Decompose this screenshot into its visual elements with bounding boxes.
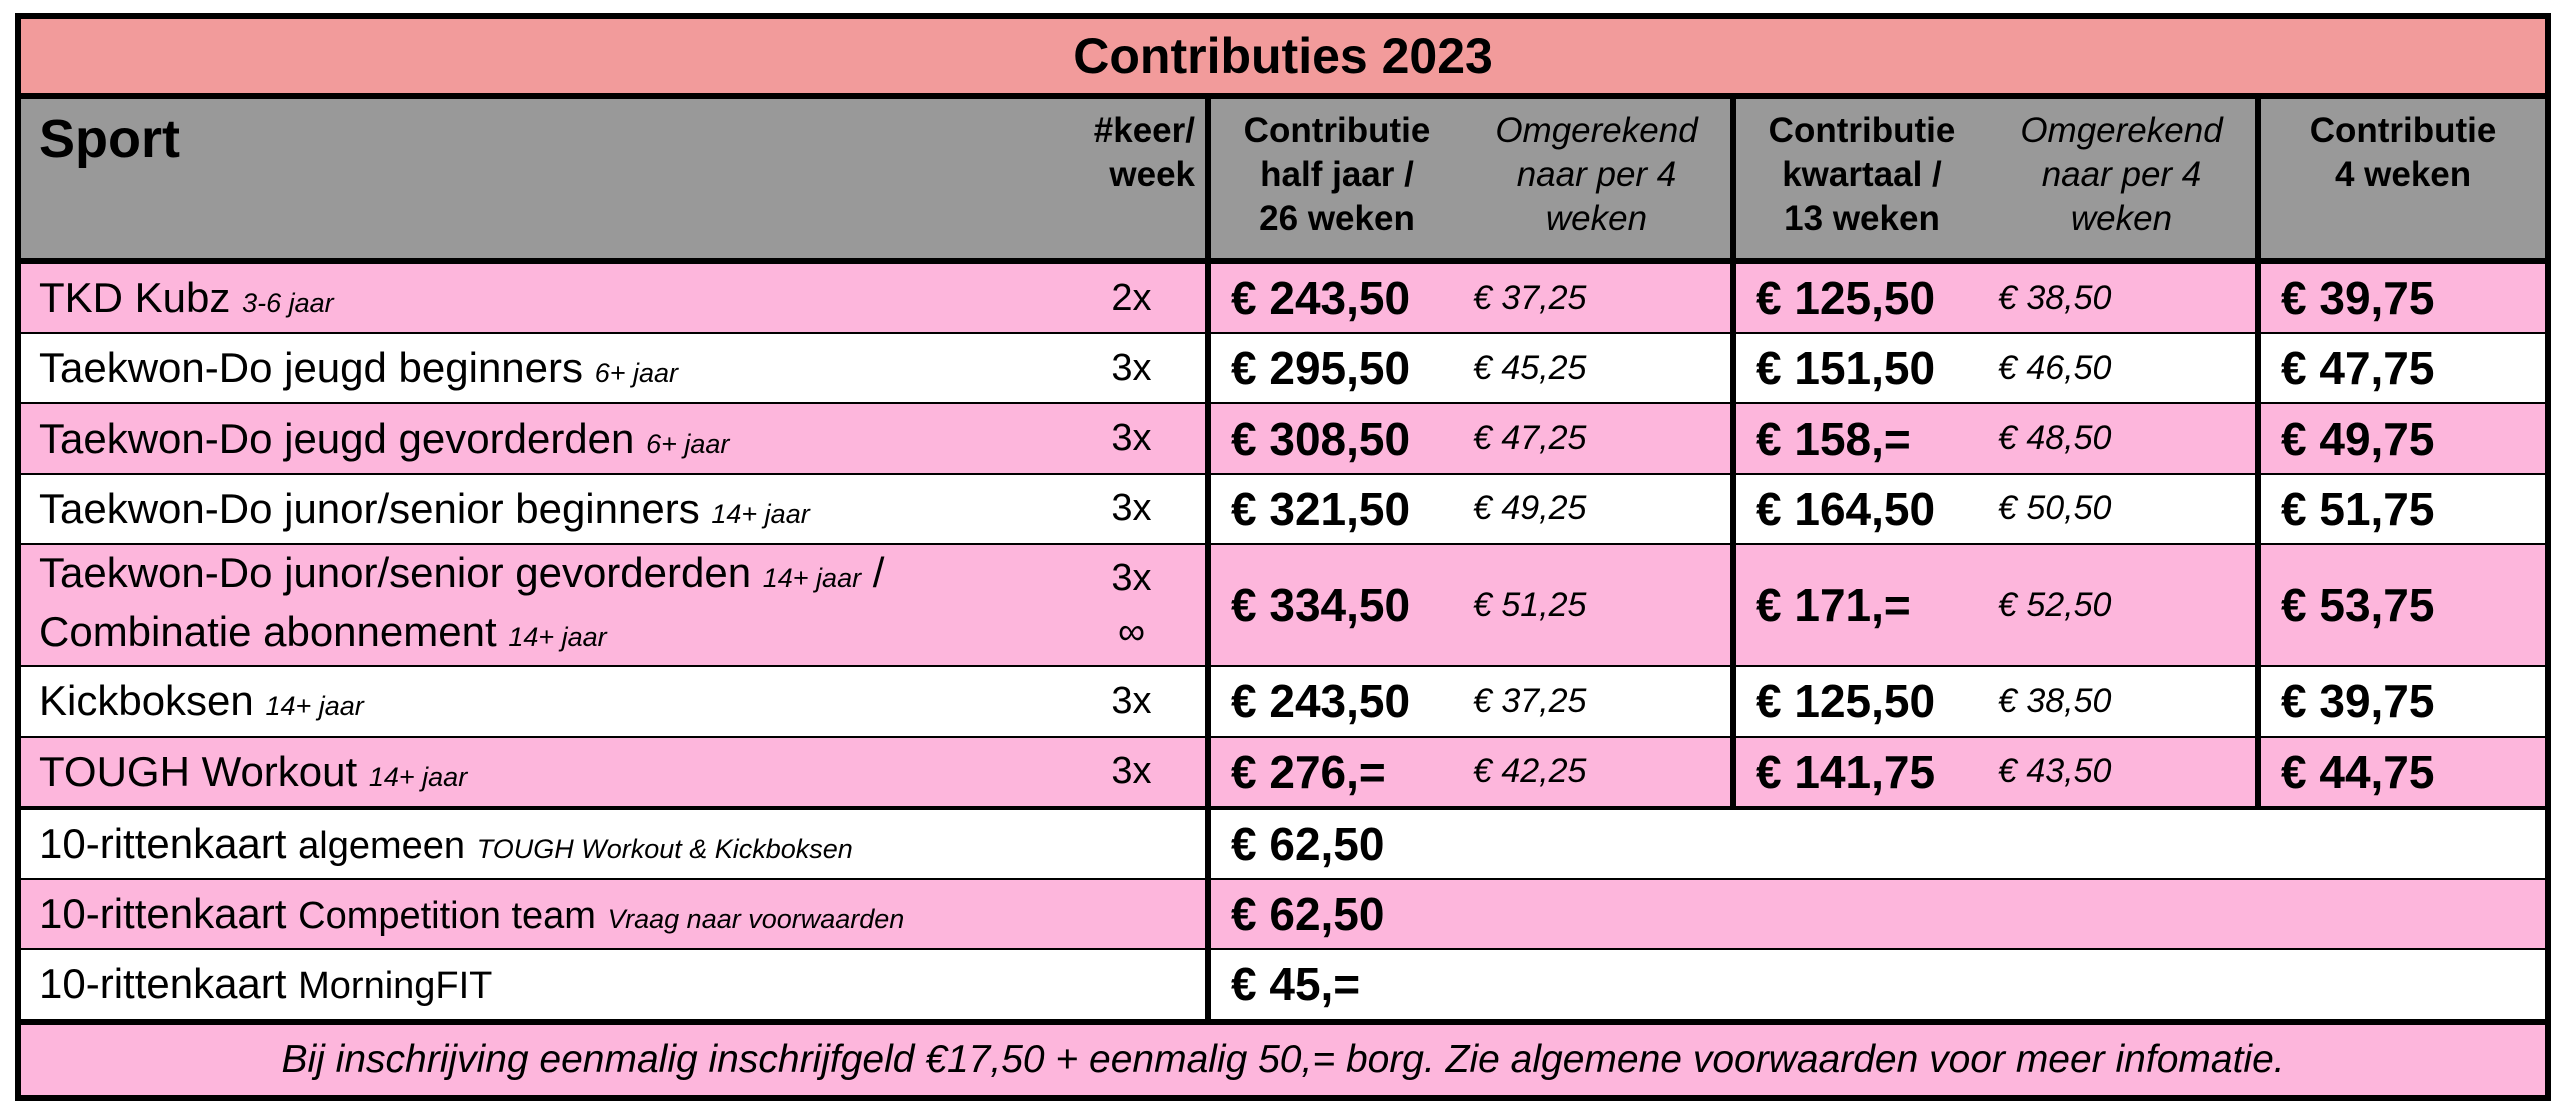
header-quarter bbox=[1733, 96, 1988, 261]
price-quarter-per-4-weeks: € 50,50 bbox=[1988, 474, 2258, 544]
ticket-name: 10-rittenkaart bbox=[39, 890, 287, 938]
price-half-year: € 321,50 bbox=[1208, 474, 1463, 544]
sport-name-cell bbox=[18, 333, 1058, 403]
frequency: 3x bbox=[1111, 557, 1152, 600]
table-row bbox=[18, 737, 2548, 808]
sport-name: Taekwon-Do jeugd gevorderden bbox=[39, 414, 635, 462]
footer-note: Bij inschrijving eenmalig inschrijfgeld €17,50 + eenmalig 50,= borg. Zie algemene voorwaarden voor meer infomatie. bbox=[18, 1022, 2548, 1098]
price-half-year: € 334,50 bbox=[1208, 544, 1463, 666]
price-quarter-per-4-weeks: € 46,50 bbox=[1988, 333, 2258, 403]
sport-name-cell bbox=[18, 544, 1058, 666]
price-quarter: € 125,50 bbox=[1733, 666, 1988, 736]
ticket-price: € 45,= bbox=[1208, 949, 2548, 1021]
price-four-weeks: € 51,75 bbox=[2258, 474, 2548, 544]
age-range-secondary: 14+ jaar bbox=[508, 622, 607, 653]
price-quarter-per-4-weeks: € 38,50 bbox=[1988, 666, 2258, 736]
price-half-year-per-4-weeks: € 51,25 bbox=[1463, 544, 1733, 666]
header-half-converted-line1: Omgerekend bbox=[1495, 111, 1698, 151]
age-range: 14+ jaar bbox=[762, 563, 862, 594]
price-quarter: € 151,50 bbox=[1733, 333, 1988, 403]
table-row bbox=[18, 333, 2548, 403]
ticket-name-cell bbox=[18, 808, 1208, 879]
frequency: 3x bbox=[1058, 403, 1208, 473]
frequency-unlimited: ∞ bbox=[1117, 611, 1146, 654]
sport-name: Kickboksen bbox=[39, 677, 254, 725]
price-half-year: € 243,50 bbox=[1208, 666, 1463, 736]
header-four-weeks-line1: Contributie bbox=[2309, 111, 2497, 151]
price-half-year: € 308,50 bbox=[1208, 403, 1463, 473]
ticket-type: MorningFIT bbox=[298, 965, 493, 1008]
header-quarter-line3: 13 weken bbox=[1784, 199, 1940, 239]
price-quarter: € 125,50 bbox=[1733, 261, 1988, 333]
header-half-year-line1: Contributie bbox=[1243, 111, 1431, 151]
header-four-weeks-line2: 4 weken bbox=[2334, 155, 2472, 195]
price-four-weeks: € 44,75 bbox=[2258, 737, 2548, 808]
price-quarter: € 164,50 bbox=[1733, 474, 1988, 544]
sport-name-cell bbox=[18, 403, 1058, 473]
header-quarter-line2: kwartaal / bbox=[1782, 155, 1942, 195]
header-half-year-line3: 26 weken bbox=[1259, 199, 1415, 239]
age-range: 14+ jaar bbox=[711, 498, 810, 529]
frequency: 3x bbox=[1058, 737, 1208, 808]
age-range: 6+ jaar bbox=[594, 358, 678, 389]
header-half-year-line2: half jaar / bbox=[1260, 155, 1414, 195]
table-row bbox=[18, 879, 2548, 949]
price-quarter-per-4-weeks: € 52,50 bbox=[1988, 544, 2258, 666]
table-row bbox=[18, 261, 2548, 333]
frequency: 3x bbox=[1058, 474, 1208, 544]
frequency: 3x bbox=[1058, 333, 1208, 403]
price-four-weeks: € 39,75 bbox=[2258, 666, 2548, 736]
ticket-price: € 62,50 bbox=[1208, 879, 2548, 949]
ticket-name-cell bbox=[18, 879, 1208, 949]
header-half-converted-line2: naar per 4 bbox=[1516, 155, 1677, 195]
table-row bbox=[18, 474, 2548, 544]
sport-name: Taekwon-Do jeugd beginners bbox=[39, 344, 584, 392]
header-half-converted-line3: weken bbox=[1545, 199, 1648, 239]
price-half-year-per-4-weeks: € 49,25 bbox=[1463, 474, 1733, 544]
age-range: 14+ jaar bbox=[368, 761, 468, 792]
ticket-type: algemeen bbox=[298, 824, 466, 867]
sport-name-cell bbox=[18, 737, 1058, 808]
fee-table bbox=[15, 13, 2551, 1101]
price-half-year: € 243,50 bbox=[1208, 261, 1463, 333]
header-frequency-line1: #keer/ bbox=[1093, 111, 1195, 151]
price-half-year-per-4-weeks: € 45,25 bbox=[1463, 333, 1733, 403]
price-half-year-per-4-weeks: € 47,25 bbox=[1463, 403, 1733, 473]
price-half-year-per-4-weeks: € 37,25 bbox=[1463, 666, 1733, 736]
ticket-price: € 62,50 bbox=[1208, 808, 2548, 879]
header-sport: Sport bbox=[18, 96, 1058, 261]
header-quarter-converted-line2: naar per 4 bbox=[2041, 155, 2202, 195]
header-frequency-line2: week bbox=[1109, 155, 1195, 195]
ticket-note: TOUGH Workout & Kickboksen bbox=[476, 833, 853, 864]
table-row bbox=[18, 403, 2548, 473]
fee-table-container bbox=[15, 13, 2545, 1101]
footer-row bbox=[18, 1022, 2548, 1098]
price-quarter-per-4-weeks: € 48,50 bbox=[1988, 403, 2258, 473]
price-quarter-per-4-weeks: € 43,50 bbox=[1988, 737, 2258, 808]
header-quarter-line1: Contributie bbox=[1768, 111, 1956, 151]
price-half-year: € 295,50 bbox=[1208, 333, 1463, 403]
header-quarter-converted-line3: weken bbox=[2070, 199, 2173, 239]
age-range: 14+ jaar bbox=[265, 691, 364, 722]
sport-name-line2 bbox=[39, 605, 1058, 664]
header-four-weeks bbox=[2258, 96, 2548, 261]
price-four-weeks: € 49,75 bbox=[2258, 403, 2548, 473]
table-row bbox=[18, 808, 2548, 879]
frequency: 2x bbox=[1058, 261, 1208, 333]
ticket-note: Vraag naar voorwaarden bbox=[607, 904, 905, 935]
price-half-year-per-4-weeks: € 37,25 bbox=[1463, 261, 1733, 333]
price-quarter: € 141,75 bbox=[1733, 737, 1988, 808]
header-half-year bbox=[1208, 96, 1463, 261]
separator: / bbox=[872, 549, 885, 597]
price-half-year-per-4-weeks: € 42,25 bbox=[1463, 737, 1733, 808]
price-quarter-per-4-weeks: € 38,50 bbox=[1988, 261, 2258, 333]
table-row bbox=[18, 666, 2548, 736]
table-row bbox=[18, 949, 2548, 1021]
sport-name-cell bbox=[18, 261, 1058, 333]
sport-name: Taekwon-Do junor/senior gevorderden bbox=[39, 549, 752, 597]
title-row bbox=[18, 16, 2548, 96]
ticket-name: 10-rittenkaart bbox=[39, 960, 287, 1008]
ticket-type: Competition team bbox=[298, 895, 596, 938]
age-range: 6+ jaar bbox=[646, 428, 730, 459]
sport-name-secondary: Combinatie abonnement bbox=[39, 608, 497, 656]
price-four-weeks: € 53,75 bbox=[2258, 544, 2548, 666]
ticket-name-cell bbox=[18, 949, 1208, 1021]
ticket-name: 10-rittenkaart bbox=[39, 819, 287, 867]
table-title: Contributies 2023 bbox=[18, 16, 2548, 96]
price-four-weeks: € 47,75 bbox=[2258, 333, 2548, 403]
price-quarter: € 158,= bbox=[1733, 403, 1988, 473]
age-range: 3-6 jaar bbox=[242, 288, 334, 318]
price-quarter: € 171,= bbox=[1733, 544, 1988, 666]
price-four-weeks: € 39,75 bbox=[2258, 261, 2548, 333]
header-half-converted bbox=[1463, 96, 1733, 261]
sport-name: Taekwon-Do junor/senior beginners bbox=[39, 484, 700, 532]
sport-name-cell bbox=[18, 474, 1058, 544]
frequency: 3x bbox=[1058, 666, 1208, 736]
table-row bbox=[18, 544, 2548, 666]
sport-name-line1 bbox=[39, 546, 1058, 605]
header-quarter-converted bbox=[1988, 96, 2258, 261]
sport-name: TOUGH Workout bbox=[39, 747, 358, 795]
sport-name: TKD Kubz bbox=[39, 274, 231, 321]
price-half-year: € 276,= bbox=[1208, 737, 1463, 808]
header-quarter-converted-line1: Omgerekend bbox=[2020, 111, 2223, 151]
header-frequency bbox=[1058, 96, 1208, 261]
frequency-cell bbox=[1058, 544, 1208, 666]
header-row bbox=[18, 96, 2548, 261]
sport-name-cell bbox=[18, 666, 1058, 736]
